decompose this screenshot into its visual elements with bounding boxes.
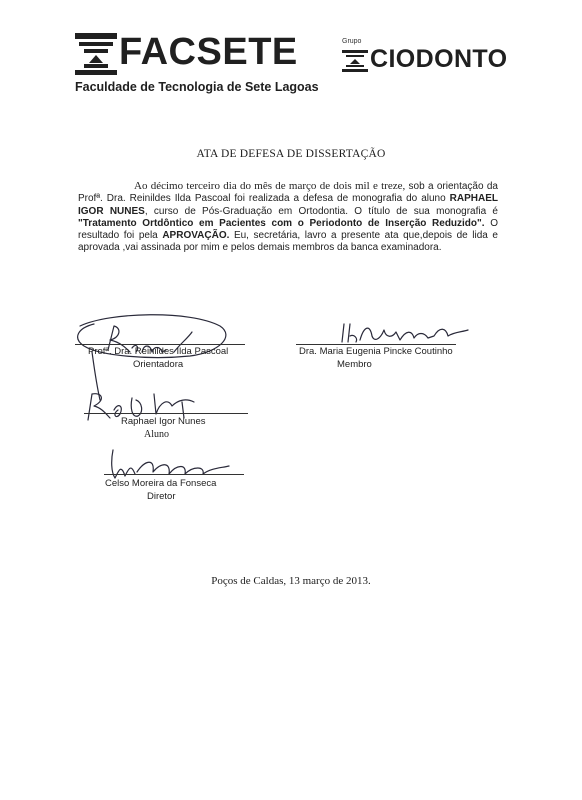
body-text-part4: Eu, secretária, lavro a presente ata que,depois de lida e aprovada ,vai assinada por mim e pelos demais membros da banca examinadora. [78,230,498,254]
director-signature-line [104,474,244,475]
ciodonto-emblem-icon [342,50,368,72]
member-signature-line [296,344,456,345]
place-date: Poços de Caldas, 13 março de 2013. [211,575,371,587]
advisor-name: Profª. Dra. Reinildes Ilda Pascoal [88,346,229,357]
body-text-part2: , curso de Pós-Graduação em Ortodontia. O título de sua monografia é [144,205,498,217]
group-label: Grupo [342,38,362,45]
body-text-part1: sob a orientação da Profª. Dra. Reinildes Ilda Pascoal foi realizada a defesa de monografia do aluno [78,181,498,205]
document-title: ATA DE DEFESA DE DISSERTAÇÃO [196,148,386,160]
student-signature-line [84,413,248,414]
institution-subtitle: Faculdade de Tecnologia de Sete Lagoas [75,80,319,94]
result-text: APROVAÇÃO. [162,230,230,242]
director-role: Diretor [147,491,176,502]
minutes-paragraph [78,180,498,255]
director-name: Celso Moreira da Fonseca [105,478,217,489]
advisor-role: Orientadora [133,359,184,370]
student-role: Aluno [144,429,169,440]
institution-name: FACSETE [119,31,298,73]
body-text-part3: O resultado foi pela [78,217,498,242]
advisor-signature-line [75,344,245,345]
facsete-emblem-icon [75,33,117,75]
member-role: Membro [337,359,372,370]
group-name: CIODONTO [370,45,508,73]
monograph-title: "Tratamento Ortdôntico em Pacientes com o Periodonto de Inserção Reduzido". [78,217,485,229]
member-name: Dra. Maria Eugenia Pincke Coutinho [299,346,453,357]
student-name-bold: RAPHAEL IGOR NUNES [78,193,498,217]
opening-text: Ao décimo terceiro dia do mês de março de dois mil e treze, [134,180,406,192]
facsete-logo [75,30,320,102]
student-name: Raphael Igor Nunes [121,416,206,427]
ciodonto-logo [342,38,522,78]
director-signature [105,446,235,482]
